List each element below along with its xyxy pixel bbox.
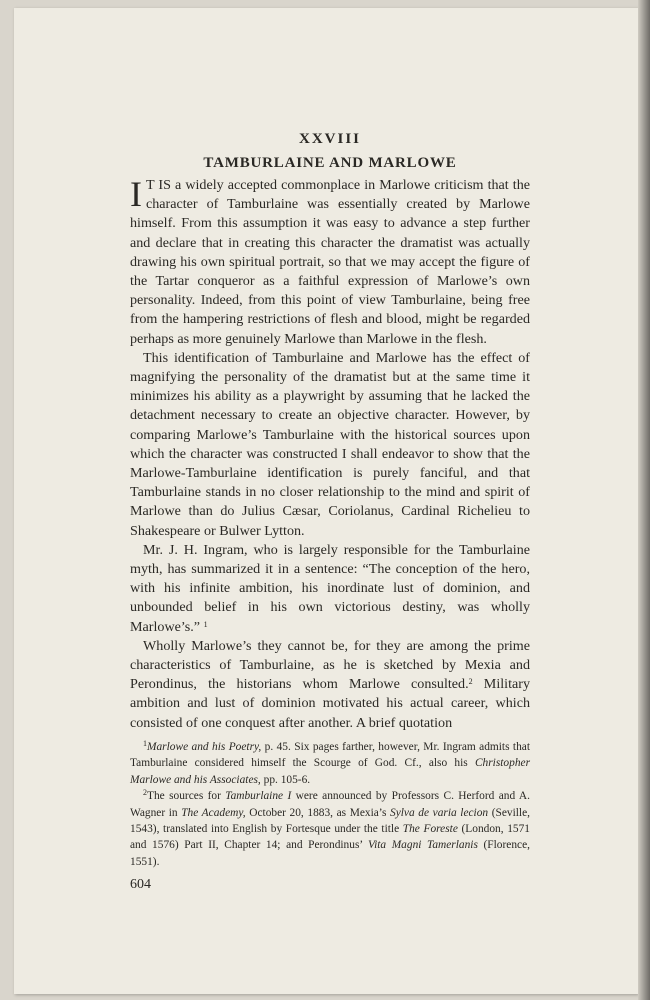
paragraph-4: [130, 637, 530, 733]
footnote-2-title-c: Sylva de varia lecion: [390, 806, 489, 819]
paragraph-3-text: Mr. J. H. Ingram, who is largely responsible for the Tamburlaine myth, has summarized it in a sentence: “The conception of the hero, with his infinite ambition, his inordinate lust of dominion, and unbounded belief in his own victorious destiny, was wholly Marlowe’s.”: [130, 541, 530, 635]
text-block: [130, 130, 530, 894]
paragraph-1: [130, 176, 530, 349]
footnote-ref-1: 1: [203, 619, 208, 629]
footnote-2-title-a: Tamburlaine I: [225, 790, 292, 803]
paragraph-2: This identification of Tamburlaine and Marlowe has the effect of magnifying the personality of the dramatist but at the same time it minimizes his ability as a playwright by assuming that he lacked the detachment necessary to create an objective character. However, by comparing Marlowe’s Tamburlaine with the historical sources upon which the character was constructed I shall endeavor to show that the Marlowe-Tamburlaine identification is purely fanciful, and that Tamburlaine stands in no closer relationship to the mind and spirit of Marlowe than do Julius Cæsar, Coriolanus, Cardinal Richelieu to Shakespeare or Bulwer Lytton.: [130, 349, 530, 539]
footnote-1-title2: Christopher Marlowe and his Associates,: [130, 757, 530, 786]
footnote-1-text2: pp. 105-6.: [260, 773, 311, 786]
paragraph-3: [130, 541, 530, 637]
paragraph-4-text-before: Wholly Marlowe’s they cannot be, for they are among the prime characteristics of Tamburlaine, as he is sketched by Mexia and Perondinus, the historians whom Marlowe consulted.: [130, 637, 530, 693]
footnote-2-title-e: Vita Magni Tamerlanis: [367, 839, 478, 852]
footnote-mark-1: 1: [143, 738, 147, 748]
footnote-1: [130, 739, 530, 788]
body-text: [130, 176, 530, 733]
footnote-2-text-b: were announced by Professors C. Herford and A. Wagner in: [130, 790, 530, 819]
footnote-ref-2: 2: [468, 677, 473, 687]
footnote-1-title: Marlowe and his Poetry,: [147, 740, 262, 753]
footnote-2-text-a: The sources for: [147, 790, 226, 803]
drop-cap: I: [130, 174, 142, 214]
footnote-mark-2: 2: [143, 788, 147, 798]
chapter-title: TAMBURLAINE AND MARLOWE: [203, 155, 457, 171]
footnote-2: [130, 788, 530, 870]
footnote-2-text-f: (Florence, 1551).: [130, 839, 531, 868]
footnote-2-text-e: (London, 1571 and 1576) Part II, Chapter 14; and Perondinus’: [130, 822, 530, 852]
footnote-2-title-d: The Foreste: [402, 822, 458, 835]
paragraph-4-text-after: Military ambition and lust of dominion motivated his actual career, which consisted of one conquest after another. A brief quotation: [130, 676, 530, 731]
footnotes: [130, 739, 530, 870]
footnote-2-text-c: October 20, 1883, as Mexia’s: [245, 806, 391, 819]
paragraph-1-text: T IS a widely accepted commonplace in Marlowe criticism that the character of Tamburlaine was essentially created by Marlowe himself. From this assumption it was easy to advance a step further and declare that in creating this character the dramatist was actually drawing his own spiritual portrait, so that we may accept the figure of the Tartar conqueror as a faithful expression of Marlowe’s own personality. Indeed, from this point of view Tamburlaine, being free from the hampering restrictions of flesh and blood, might be regarded perhaps as more genuinely Marlowe than Marlowe in the flesh.: [130, 177, 530, 347]
footnote-1-text: p. 45. Six pages farther, however, Mr. Ingram admits that Tamburlaine considered himself the Scourge of God. Cf., also his: [130, 740, 530, 770]
page-binding-edge: [638, 0, 650, 1000]
footnote-2-text-d: (Seville, 1543), translated into English by Fortesque under the title: [130, 806, 531, 835]
page-number: 604: [130, 877, 151, 893]
footnote-2-title-b: The Academy,: [181, 806, 246, 819]
chapter-number: XXVIII: [298, 131, 361, 147]
